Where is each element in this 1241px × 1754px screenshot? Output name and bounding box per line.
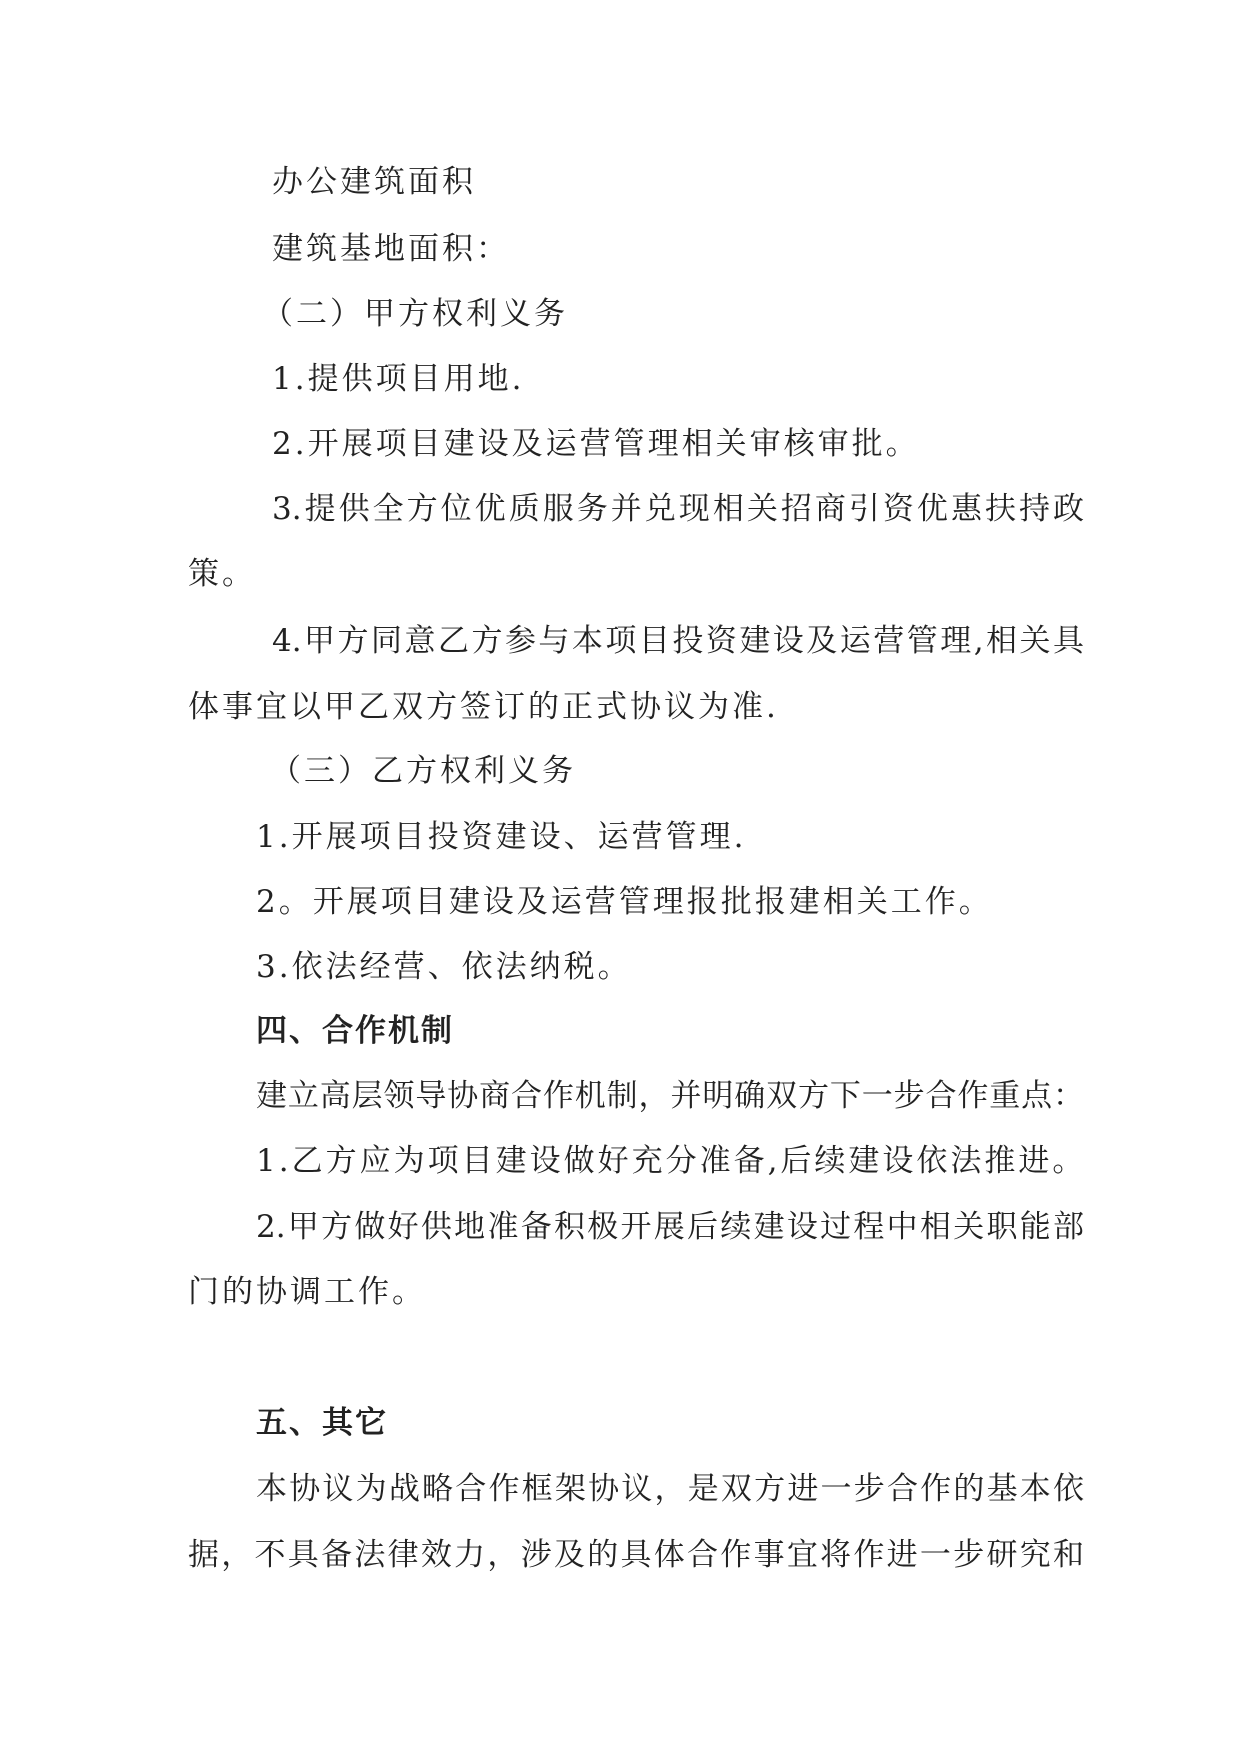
text-line: 策。 xyxy=(188,556,256,592)
text-line: 办公建筑面积 xyxy=(272,164,476,200)
list-item: 2。开展项目建设及运营管理报批报建相关工作。 xyxy=(256,884,993,920)
text-line: 建筑基地面积： xyxy=(272,231,510,267)
chapter-heading: 五、其它 xyxy=(256,1405,388,1441)
chapter-heading: 四、合作机制 xyxy=(256,1013,454,1049)
list-item: 1.开展项目投资建设、运营管理. xyxy=(256,819,747,855)
list-item: 1.乙方应为项目建设做好充分准备,后续建设依法推进。 xyxy=(256,1143,1087,1179)
list-item: 2.开展项目建设及运营管理相关审核审批。 xyxy=(272,426,920,462)
section-heading: （三）乙方权利义务 xyxy=(270,753,576,789)
list-item: 2.甲方做好供地准备积极开展后续建设过程中相关职能部 xyxy=(256,1209,1084,1245)
text-line: 建立高层领导协商合作机制，并明确双方下一步合作重点： xyxy=(256,1078,1084,1114)
section-heading: （二）甲方权利义务 xyxy=(262,296,568,332)
text-line: 据，不具备法律效力，涉及的具体合作事宜将作进一步研究和 xyxy=(188,1537,1084,1573)
text-line: 门的协调工作。 xyxy=(188,1274,426,1310)
text-line: 体事宜以甲乙双方签订的正式协议为准. xyxy=(188,689,779,725)
list-item: 4.甲方同意乙方参与本项目投资建设及运营管理,相关具 xyxy=(272,623,1084,659)
text-line: 本协议为战略合作框架协议，是双方进一步合作的基本依 xyxy=(256,1471,1084,1507)
list-item: 1.提供项目用地. xyxy=(272,361,525,397)
list-item: 3.提供全方位优质服务并兑现相关招商引资优惠扶持政 xyxy=(272,491,1084,527)
list-item: 3.依法经营、依法纳税。 xyxy=(256,949,632,985)
